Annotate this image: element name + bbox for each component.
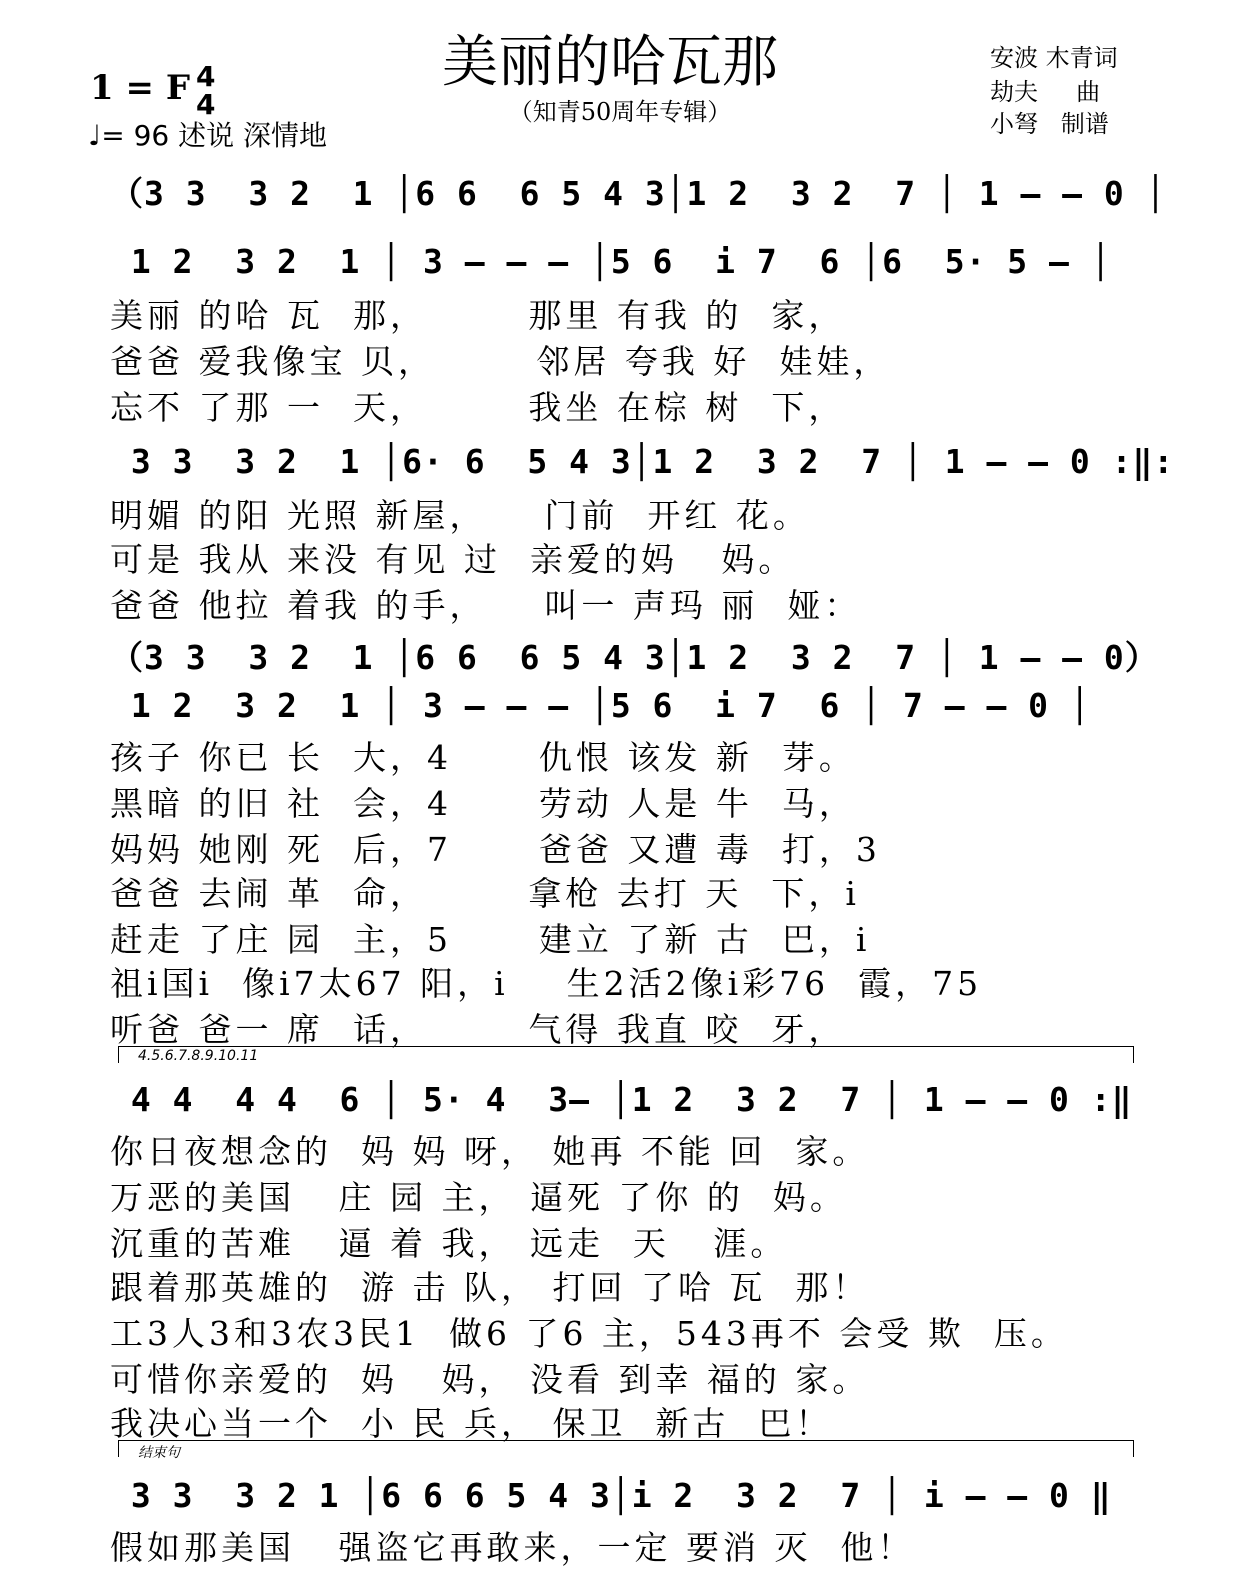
volta-bracket: [118, 1046, 1134, 1063]
notation-system-7: 3 3 3 2 1 │6 6 6 5 4 3│i 2 3 2 7 │ i – – 0 ‖: [110, 1476, 1112, 1515]
time-signature-top: 4: [196, 60, 216, 93]
lyric-line: 明媚 的阳 光照 新屋， 门前 开红 花。: [110, 496, 810, 535]
lyric-line: 你日夜想念的 妈 妈 呀， 她再 不能 回 家。: [110, 1132, 870, 1171]
lyric-line: 美丽 的哈 瓦 那， 那里 有我 的 家，: [110, 296, 846, 335]
lyric-line: 忘不 了那 一 天， 我坐 在棕 树 下，: [110, 388, 846, 427]
lyric-line: 黑暗 的旧 社 会，4 劳动 人是 牛 马，: [110, 784, 856, 823]
credit-line-3: 小弩 制谱: [990, 110, 1109, 138]
song-subtitle: （知青50周年专辑）: [508, 98, 732, 126]
lyric-line: 可是 我从 来没 有见 过 亲爱的妈 妈。: [110, 540, 796, 579]
notation-system-6: 4 4 4 4 6 │ 5· 4 3– │1 2 3 2 7 │ 1 – – 0 :‖: [110, 1080, 1133, 1119]
notation-system-1: （3 3 3 2 1 │6 6 6 5 4 3│1 2 3 2 7 │ 1 – – 0 │: [110, 174, 1167, 213]
credit-line-1: 安波 木青词: [990, 44, 1118, 72]
notation-system-2: 1 2 3 2 1 │ 3 – – – │5 6 i 7 6 │6 5· 5 – │: [110, 242, 1112, 281]
ending-label: 结束句: [138, 1445, 180, 1461]
notation-system-4: （3 3 3 2 1 │6 6 6 5 4 3│1 2 3 2 7 │ 1 – – 0）: [110, 638, 1159, 677]
lyric-line: 爸爸 他拉 着我 的手， 叫一 声玛 丽 娅：: [110, 586, 862, 625]
key-signature: 1 = F: [90, 68, 190, 108]
lyric-line: 妈妈 她刚 死 后，7 爸爸 又遭 毒 打，3: [110, 830, 881, 869]
volta-label: 4.5.6.7.8.9.10.11: [138, 1048, 259, 1064]
lyric-line: 孩子 你已 长 大，4 仇恨 该发 新 芽。: [110, 738, 856, 777]
lyric-line: 爸爸 去闹 革 命， 拿枪 去打 天 下，i: [110, 874, 860, 913]
ending-bracket: [118, 1440, 1134, 1457]
lyric-line: 工3人3和3农3民1 做6 了6 主，543再不 会受 欺 压。: [110, 1314, 1068, 1353]
lyric-line: 赶走 了庄 园 主，5 建立 了新 古 巴，i: [110, 920, 871, 959]
time-signature-bottom: 4: [196, 88, 216, 121]
lyric-line: 万恶的美国 庄 园 主， 逼死 了你 的 妈。: [110, 1178, 847, 1217]
lyric-line: 沉重的苦难 逼 着 我， 远走 天 涯。: [110, 1224, 788, 1263]
lyric-line: 听爸 爸一 席 话， 气得 我直 咬 牙，: [110, 1010, 846, 1049]
lyric-line: 跟着那英雄的 游 击 队， 打回 了哈 瓦 那！: [110, 1268, 870, 1307]
notation-system-3: 3 3 3 2 1 │6· 6 5 4 3│1 2 3 2 7 │ 1 – – 0 :‖:: [110, 442, 1175, 481]
lyric-line: 假如那美国 强盗它再敢来，一定 要消 灭 他！: [110, 1528, 915, 1567]
song-title: 美丽的哈瓦那: [442, 30, 778, 95]
lyric-line: 我决心当一个 小 民 兵， 保卫 新古 巴！: [110, 1404, 833, 1443]
credit-line-2: 劫夫 曲: [990, 78, 1101, 106]
notation-system-5: 1 2 3 2 1 │ 3 – – – │5 6 i 7 6 │ 7 – – 0 │: [110, 686, 1091, 725]
lyric-line: 爸爸 爱我像宝 贝， 邻居 夸我 好 娃娃，: [110, 342, 891, 381]
lyric-line: 祖i国i 像i7太67 阳，i 生2活2像i彩76 霞，75: [110, 964, 983, 1003]
tempo-marking: ♩= 96 述说 深情地: [88, 119, 327, 152]
lyric-line: 可惜你亲爱的 妈 妈， 没看 到幸 福的 家。: [110, 1360, 870, 1399]
